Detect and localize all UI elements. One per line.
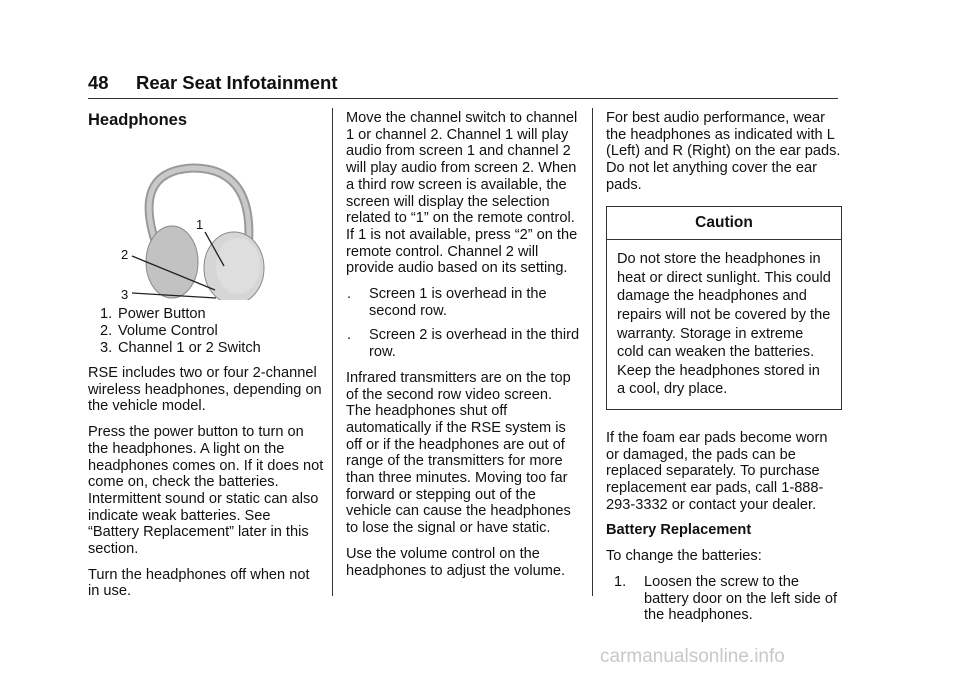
legend-item: 2. Volume Control bbox=[100, 323, 218, 339]
column-3 bbox=[606, 110, 842, 624]
list-item: . Screen 2 is overhead in the third row. bbox=[347, 327, 580, 361]
page-number: 48 bbox=[88, 72, 109, 93]
caution-title: Caution bbox=[607, 207, 841, 241]
callout-2: 2 bbox=[121, 247, 129, 262]
caution-box bbox=[606, 206, 842, 410]
paragraph: To change the batteries: bbox=[606, 548, 762, 565]
callout-3: 3 bbox=[121, 287, 129, 300]
paragraph: Use the volume control on the headphones to adjust the volume. bbox=[346, 545, 566, 579]
caution-body: Do not store the headphones in heat or direct sunlight. This could damage the headphones and repairs will not be covered by the warranty. Storage in extreme cold can weaken the batteries. Keep the headphones stored in a cool, dry place. bbox=[617, 251, 831, 398]
paragraph: If the foam ear pads become worn or damaged, the pads can be replaced separately. To purchase replacement ear pads, call 1-888-293-3332 or contact your dealer. bbox=[606, 429, 828, 513]
page-title: Rear Seat Infotainment bbox=[136, 72, 338, 93]
paragraph: RSE includes two or four 2-channel wireless headphones, depending on the vehicle model. bbox=[88, 365, 322, 415]
subheading: Battery Replacement bbox=[606, 522, 752, 539]
callout-1: 1 bbox=[196, 217, 204, 232]
paragraph: Infrared transmitters are on the top of the second row video screen. The headphones shut off automatically if the RSE system is off or if the headphones are out of range of the transmitters for more than three minutes. Moving too far forward or stepping out of the vehicle can cause the headphones to lose the signal or have static. bbox=[346, 369, 571, 537]
headphones-figure bbox=[88, 140, 324, 300]
list-item: . Screen 1 is overhead in the second row. bbox=[347, 286, 547, 319]
paragraph: For best audio performance, wear the headphones as indicated with L (Left) and R (Right) on the ear pads. Do not let anything cover the ear pads. bbox=[606, 110, 841, 193]
section-title: Headphones bbox=[88, 111, 188, 129]
watermark: carmanualsonline.info bbox=[600, 646, 785, 667]
column-2 bbox=[346, 110, 580, 588]
steps-list bbox=[606, 574, 842, 624]
page-header bbox=[88, 72, 838, 99]
figure-legend bbox=[88, 306, 324, 357]
column-divider-1 bbox=[332, 108, 333, 596]
bullet-list bbox=[346, 286, 580, 361]
column-1 bbox=[88, 110, 324, 609]
column-divider-2 bbox=[592, 108, 593, 596]
paragraph: Press the power button to turn on the headphones. A light on the headphones comes on. If it does not come on, check the batteries. Intermittent sound or static can also indicate weak batteries. See “Battery Replacement” later in this section. bbox=[88, 424, 324, 558]
legend-item: 1. Power Button bbox=[100, 306, 206, 322]
legend-item: 3. Channel 1 or 2 Switch bbox=[100, 340, 261, 356]
list-item: 1. Loosen the screw to the battery door on the left side of the headphones. bbox=[614, 573, 838, 624]
paragraph: Turn the headphones off when not in use. bbox=[88, 566, 310, 600]
headphones-illustration bbox=[88, 140, 324, 300]
paragraph: Move the channel switch to channel 1 or channel 2. Channel 1 will play audio from screen 1 and channel 2 will play audio from screen 2. When a third row screen is available, the screen will display the selection related to “1” on the remote control. If 1 is not available, press “2” on the remote control. Channel 2 will provide audio based on its setting. bbox=[346, 110, 578, 277]
